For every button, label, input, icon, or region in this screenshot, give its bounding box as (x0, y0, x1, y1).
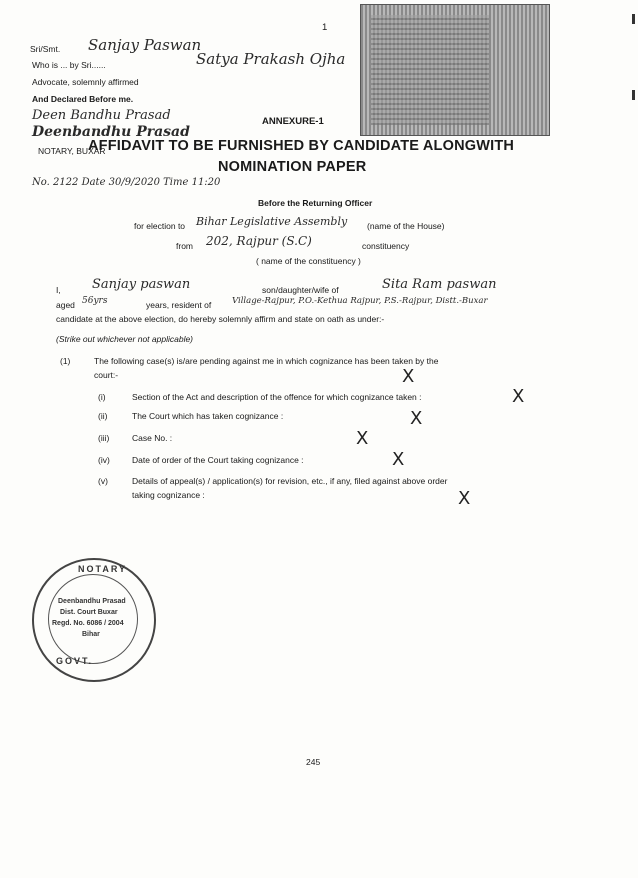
subitem-number: (v) (98, 476, 108, 486)
deponent-signature: Sanjay Paswan (88, 36, 202, 54)
identifier-signature: Satya Prakash Ojha (196, 50, 346, 68)
constituency-name: 202, Rajpur (S.C) (206, 234, 312, 248)
advocate-line: Advocate, solemnly affirmed (32, 77, 139, 87)
subitem-number: (ii) (98, 411, 108, 421)
edge-mark (632, 14, 635, 24)
relation-label: son/daughter/wife of (262, 285, 339, 295)
corner-mark: 1 (322, 22, 328, 33)
subitem-text: The Court which has taken cognizance : (132, 411, 284, 421)
edge-mark (632, 90, 635, 100)
annexure-label: ANNEXURE-1 (262, 116, 324, 127)
notary-signature: Deen Bandhu Prasad (32, 108, 171, 123)
seal-bottom-text: GOVT. (56, 656, 94, 666)
subitem-text: Case No. : (132, 433, 173, 443)
aged-mid: years, resident of (146, 300, 212, 310)
constituency-prefix: from (176, 241, 193, 251)
election-prefix: for election to (134, 221, 186, 231)
father-name: Sita Ram paswan (382, 277, 497, 292)
seal-regd: Regd. No. 6086 / 2004 (52, 620, 124, 627)
who-line: Who is ... by Sri...... (32, 60, 106, 70)
deponent-name: Sanjay paswan (92, 277, 191, 292)
subitem-text: Details of appeal(s) / application(s) for revision, etc., if any, filed against above order (132, 476, 448, 486)
declared-line: And Declared Before me. (32, 94, 134, 104)
deponent-age: 56yrs (82, 296, 108, 306)
item-1-number: (1) (60, 356, 71, 366)
cross-mark: X (356, 428, 369, 449)
subitem-number: (iv) (98, 455, 110, 465)
subitem-number: (i) (98, 392, 106, 402)
seal-top-text: NOTARY (78, 564, 127, 574)
title-line-1: AFFIDAVIT TO BE FURNISHED BY CANDIDATE ALONGWITH (88, 138, 515, 154)
notary-seal (32, 558, 156, 682)
constituency-note: ( name of the constituency ) (256, 256, 361, 266)
title-line-2: NOMINATION PAPER (218, 159, 367, 175)
subitem-text: Section of the Act and description of the offence for which cognizance taken : (132, 392, 422, 402)
cross-mark: X (512, 386, 525, 407)
notary-name: Deenbandhu Prasad (32, 124, 190, 140)
subitem-text: taking cognizance : (132, 490, 205, 500)
cross-mark: X (458, 488, 471, 509)
house-name: Bihar Legislative Assembly (196, 215, 348, 228)
subitem-text: Date of order of the Court taking cognizance : (132, 455, 304, 465)
notary-label: NOTARY, BUXAR (38, 146, 106, 156)
item-1-text-b: court:- (94, 370, 119, 380)
cross-mark: X (410, 408, 423, 429)
page-number: 245 (306, 757, 321, 767)
aged-prefix: aged (56, 300, 75, 310)
cross-mark: X (392, 449, 405, 470)
election-suffix: (name of the House) (367, 221, 445, 231)
strike-note: (Strike out whichever not applicable) (56, 334, 194, 344)
returning-officer-line: Before the Returning Officer (258, 198, 373, 208)
constituency-suffix: constituency (362, 241, 410, 251)
seal-name: Deenbandhu Prasad (58, 598, 126, 605)
seal-inner-ring (48, 574, 138, 664)
seal-place: Dist. Court Buxar (60, 609, 118, 616)
cross-mark: X (402, 366, 415, 387)
item-1-text-a: The following case(s) is/are pending against me in which cognizance has been taken by the (94, 356, 439, 366)
deponent-address: Village-Rajpur, P.O.-Kethua Rajpur, P.S.-Rajpur, Distt.-Buxar (232, 296, 488, 306)
seal-state: Bihar (82, 631, 100, 638)
subitem-number: (iii) (98, 433, 110, 443)
stamp-paper-image (360, 4, 550, 136)
registration-line: No. 2122 Date 30/9/2020 Time 11:20 (32, 177, 221, 188)
deponent-i: I, (56, 285, 61, 295)
sri-prefix: Sri/Smt. (30, 44, 61, 54)
candidate-line: candidate at the above election, do hereby solemnly affirm and state on oath as under:- (56, 314, 385, 324)
